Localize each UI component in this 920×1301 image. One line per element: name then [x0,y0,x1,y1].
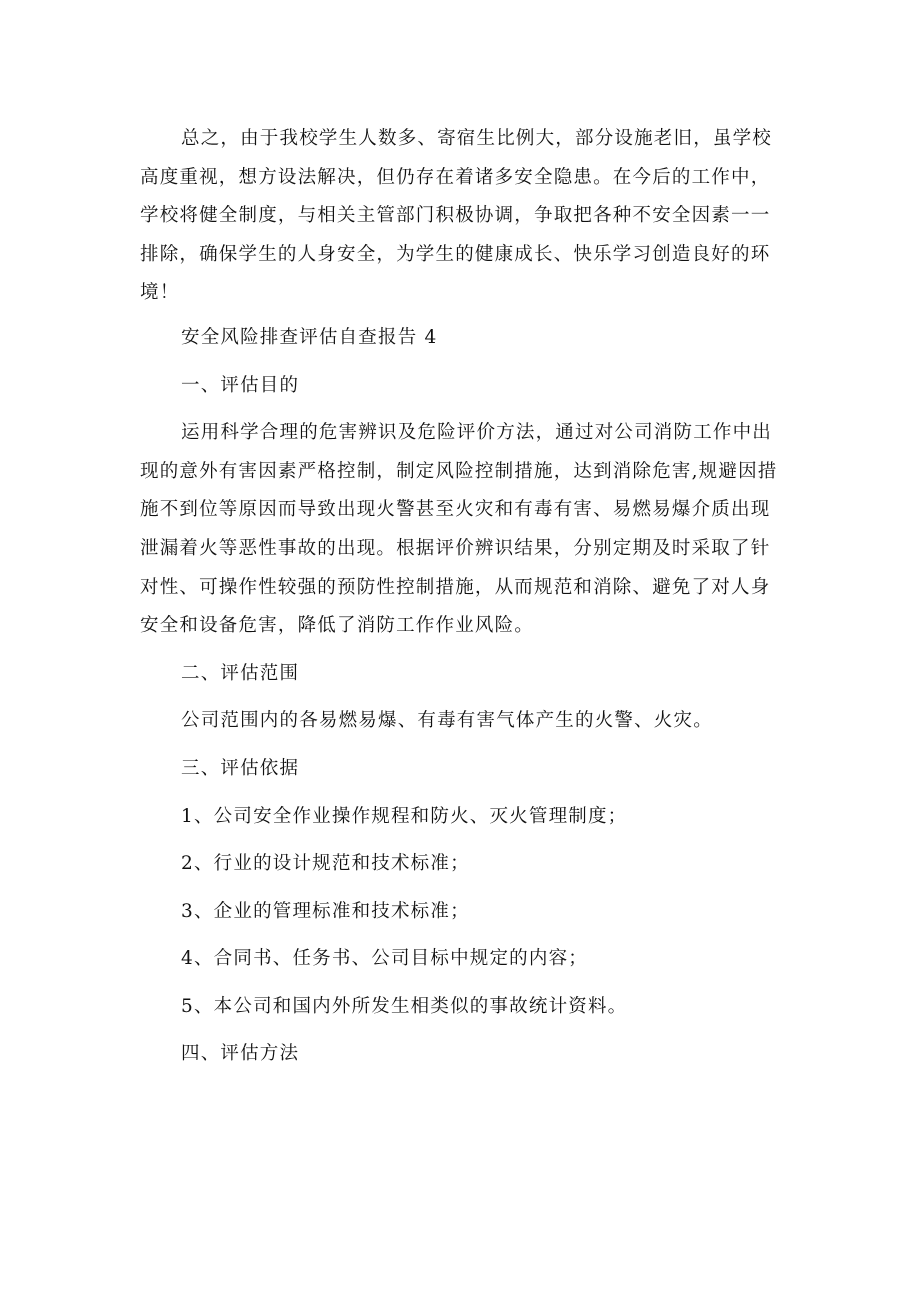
basis-item-5: 5、本公司和国内外所发生相类似的事故统计资料。 [181,995,628,1017]
document-body [140,120,785,1074]
section-heading-scope: 二、评估范围 [181,662,300,684]
basis-item-3: 3、企业的管理标准和技术标准； [181,900,470,922]
section-heading-basis: 三、评估依据 [181,757,300,779]
basis-item-2: 2、行业的设计规范和技术标准； [181,853,470,875]
section-heading-purpose: 一、评估目的 [181,374,300,396]
conclusion-paragraph: 总之，由于我校学生人数多、寄宿生比例大，部分设施老旧，虽学校高度重视，想方设法解决，但仍存在着诸多安全隐患。在今后的工作中，学校将健全制度，与相关主管部门积极协调，争取把各种不安全因素一一排除，确保学生的人身安全，为学生的健康成长、快乐学习创造良好的环境！ [140,128,773,304]
scope-paragraph: 公司范围内的各易燃易爆、有毒有害气体产生的火警、火灾。 [181,710,713,732]
section-heading-method: 四、评估方法 [181,1043,300,1065]
report-title: 安全风险排查评估自查报告 4 [181,326,438,348]
basis-item-4: 4、合同书、任务书、公司目标中规定的内容； [181,948,588,970]
purpose-paragraph: 运用科学合理的危害辨识及危险评价方法，通过对公司消防工作中出现的意外有害因素严格控制，制定风险控制措施，达到消除危害,规避因措施不到位等原因而导致出现火警甚至火灾和有毒有害、易燃易爆介质出现泄漏着火等恶性事故的出现。根据评价辨识结果，分别定期及时采取了针对性、可操作性较强的预防性控制措施，从而规范和消除、避免了对人身安全和设备危害，降低了消防工作作业风险。 [140,422,778,637]
basis-item-1: 1、公司安全作业操作规程和防火、灭火管理制度； [181,805,628,827]
